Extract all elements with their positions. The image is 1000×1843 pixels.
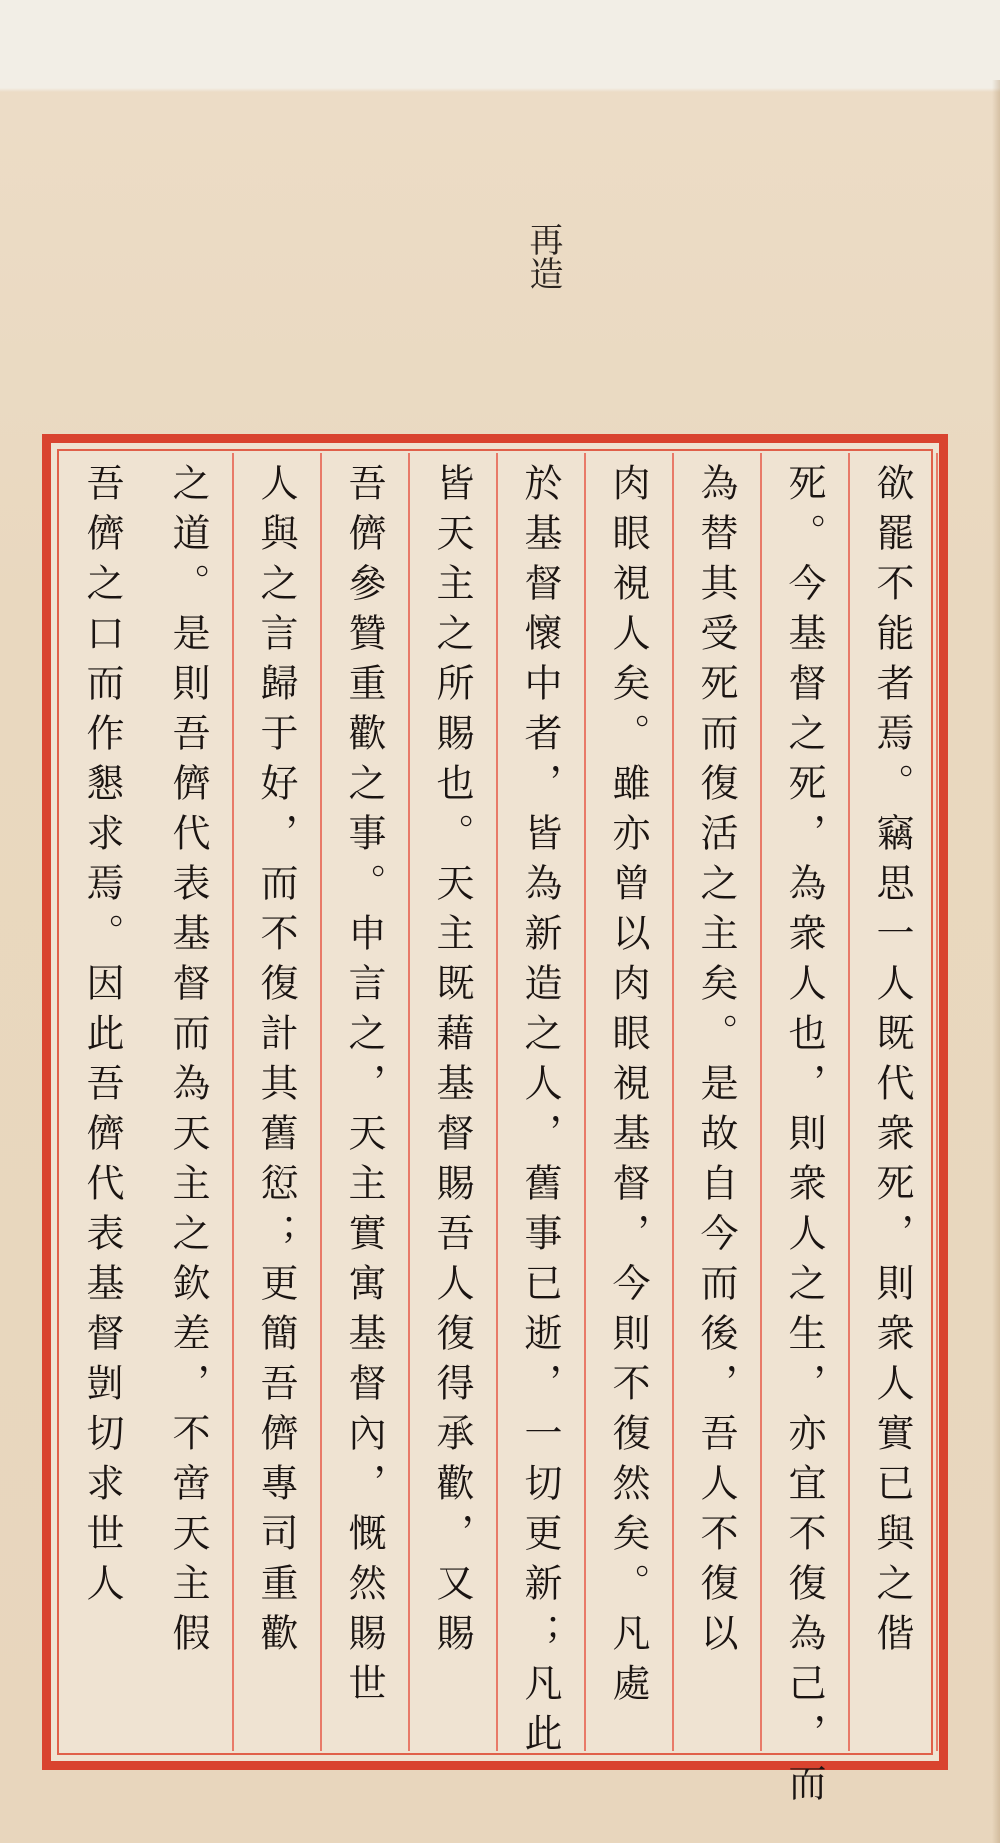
text-column — [234, 453, 322, 1751]
text-column — [498, 453, 586, 1763]
text-column — [410, 453, 498, 1751]
text-column — [146, 453, 234, 1751]
column-text: 為替其受死而復活之主矣。是故自今而後，吾人不復以 — [694, 463, 738, 1663]
column-text: 人與之言歸于好，而不復計其舊愆；更簡吾儕專司重歡 — [254, 463, 298, 1663]
column-text: 皆天主之所賜也。天主既藉基督賜吾人復得承歡，又賜 — [430, 463, 474, 1663]
text-column — [322, 453, 410, 1751]
column-text: 肉眼視人矣。雖亦曾以肉眼視基督，今則不復然矣。凡處 — [606, 463, 650, 1713]
column-text: 於基督懷中者，皆為新造之人，舊事已逝，一切更新；凡此 — [518, 463, 562, 1763]
text-column — [762, 453, 850, 1813]
text-column — [586, 453, 674, 1751]
column-text: 死。今基督之死，為衆人也，則衆人之生，亦宜不復為己，而 — [782, 463, 826, 1813]
text-column — [674, 453, 762, 1751]
text-frame — [42, 434, 948, 1813]
column-text: 之道。是則吾儕代表基督而為天主之欽差，不啻天主假 — [166, 463, 210, 1663]
column-text: 欲罷不能者焉。竊思一人既代衆死，則衆人實已與之偕 — [870, 463, 914, 1663]
margin-annotation: 再造 — [523, 222, 563, 290]
text-column — [58, 453, 146, 1751]
column-text: 吾儕之口而作懇求焉。因此吾儕代表基督剴切求世人 — [80, 463, 124, 1613]
text-column — [850, 453, 938, 1751]
column-text: 吾儕參贊重歡之事。申言之，天主實寓基督內，慨然賜世 — [342, 463, 386, 1713]
